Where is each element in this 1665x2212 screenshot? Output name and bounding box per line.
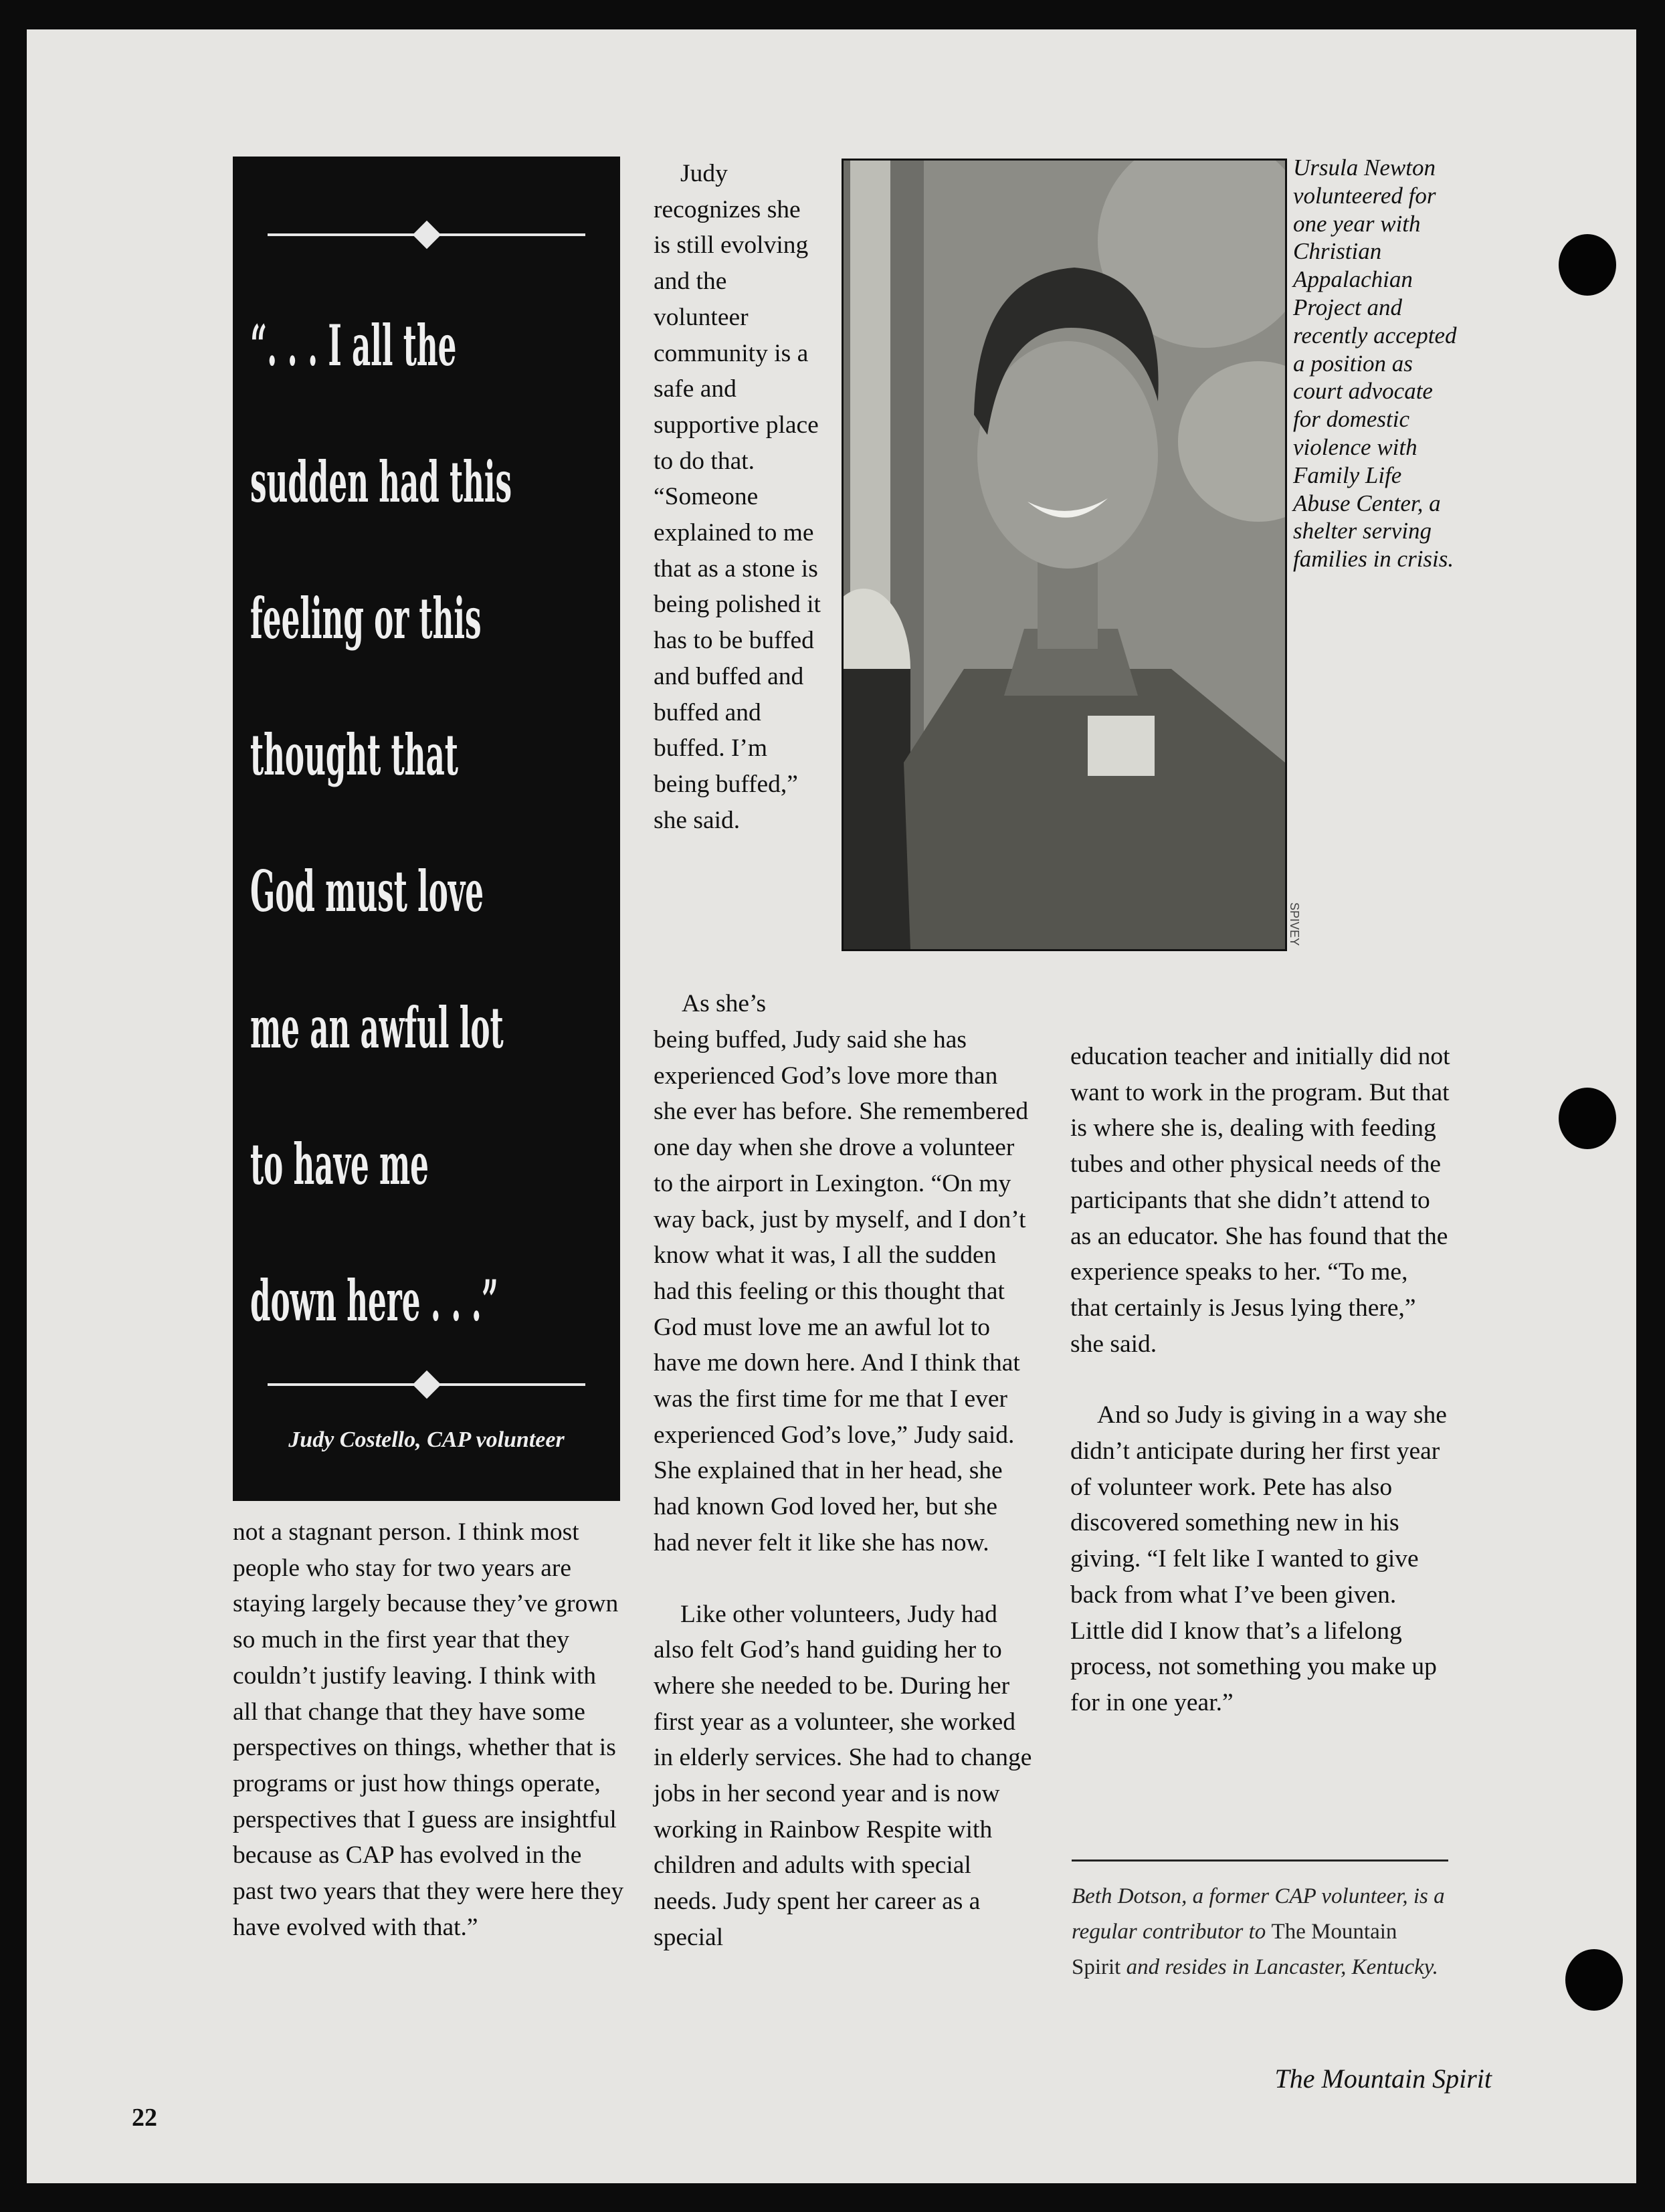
magazine-page bbox=[27, 29, 1636, 2183]
paragraph: education teacher and initially did not want to work in the program. But that is where she is, dealing with feeding tubes and other physical needs of the participants that she didn’t attend to as an educator. She has found that the experience speaks to her. “To me, that certainly is Jesus lying there,” she said. bbox=[1070, 1043, 1450, 1358]
footer-publication-name: The Mountain Spirit bbox=[1274, 2064, 1492, 2094]
bio-publication: The Mountain Spirit bbox=[1072, 1920, 1397, 1979]
pull-quote-line: sudden had this bbox=[250, 449, 512, 515]
column-right-text bbox=[1070, 1039, 1452, 1721]
column-middle-lead bbox=[682, 986, 882, 1022]
author-bio bbox=[1072, 1879, 1448, 1985]
photo-caption bbox=[1293, 154, 1459, 573]
pull-quote-line: me an awful lot bbox=[250, 995, 504, 1061]
paragraph: Judy recognizes she is still evolving and the volunteer community is a safe and supportive place to do that. “Someone explained to me that as a stone is being polished it has to be buffed and buffed and buffed and buffed. I’m being buffed,” she said. bbox=[654, 160, 821, 834]
pull-quote-attribution: Judy Costello, CAP volunteer bbox=[288, 1427, 565, 1452]
bio-text: and resides in Lancaster, Kentucky. bbox=[1126, 1955, 1438, 1979]
volunteer-photo bbox=[842, 159, 1287, 951]
binder-hole bbox=[1559, 234, 1616, 296]
column-middle-text bbox=[654, 1022, 1032, 1956]
column-middle-top-text bbox=[654, 156, 821, 838]
photo-credit: SPIVEY bbox=[1288, 902, 1301, 946]
column-left-text bbox=[233, 1514, 624, 1945]
paragraph: And so Judy is giving in a way she didn’t anticipate during her first year of volunteer work. Pete has also discovered something new in his giving. “I felt like I wanted to give back from what I’ve been given. Little did I know that’s a lifelong process, not something you make up for in one year.” bbox=[1070, 1401, 1447, 1716]
bio-text: Beth Dotson, a former CAP volunteer, is a regular contributor to bbox=[1072, 1884, 1445, 1944]
pull-quote-line: God must love bbox=[250, 858, 484, 924]
caption-text: Ursula Newton volunteered for one year with Christian Appalachian Project and recently accepted a position as court advocate for domestic violence with Family Life Abuse Center, a shelter serving families in crisis. bbox=[1293, 155, 1457, 573]
pull-quote-line: feeling or this bbox=[250, 585, 482, 651]
page-number: 22 bbox=[132, 2104, 157, 2132]
portrait-illustration bbox=[844, 161, 1285, 949]
paragraph: being buffed, Judy said she has experienced God’s love more than she ever has before. She remembered one day when she drove a volunteer to the airport in Lexington. “On my way back, just by myself, and I don’t know what it was, I all the sudden had this feeling or this thought that God must love me an awful lot to have me down here. And I think that was the first time for me that I ever experienced God’s love,” Judy said. She explained that in her head, she had known God loved her, but she had never felt it like she has now. bbox=[654, 1026, 1029, 1556]
binder-hole bbox=[1559, 1088, 1616, 1149]
diamond-ornament-icon bbox=[413, 221, 441, 249]
paragraph: Like other volunteers, Judy had also felt God’s hand guiding her to where she needed to be. During her first year as a volunteer, she worked in elderly services. She had to change jobs in her second year and is now working in Rainbow Respite with children and adults with special needs. Judy spent her career as a special bbox=[654, 1600, 1032, 1951]
diamond-ornament-icon bbox=[413, 1371, 441, 1399]
pull-quote-box bbox=[233, 157, 620, 1501]
paragraph: not a stagnant person. I think most people who stay for two years are staying largely because they’ve grown so much in the first year that they couldn’t justify leaving. I think with all that change that they have some perspectives on things, whether that is programs or just how things operate, perspectives that I guess are insightful because as CAP has evolved in the past two years that they were here they have evolved with that.” bbox=[233, 1518, 624, 1941]
bio-divider bbox=[1072, 1859, 1448, 1862]
binder-hole bbox=[1565, 1949, 1623, 2011]
pull-quote-line: “. . . I all the bbox=[250, 312, 457, 379]
pull-quote-line: down here . . .” bbox=[250, 1268, 498, 1334]
pull-quote-line: thought that bbox=[250, 722, 458, 788]
pull-quote-line: to have me bbox=[250, 1131, 429, 1197]
paragraph-lead: As she’s bbox=[682, 990, 767, 1017]
